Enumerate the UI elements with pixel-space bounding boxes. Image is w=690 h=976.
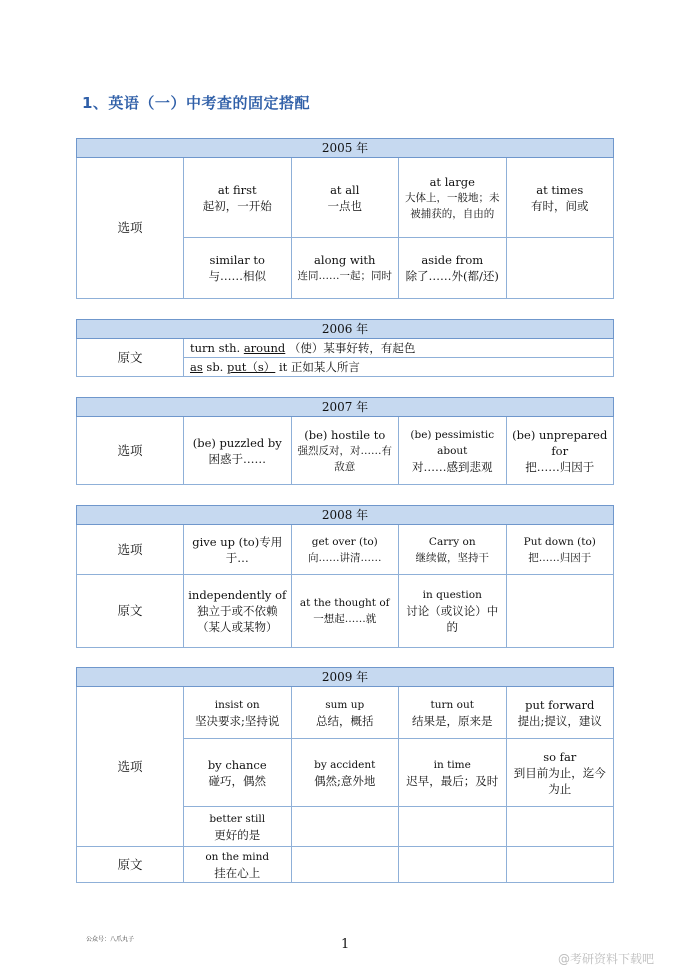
table-2009 xyxy=(76,667,614,883)
cell-2009-3-4 xyxy=(506,807,614,847)
row-label-options: 选项 xyxy=(77,687,184,847)
cell-2005-1-1: at first 起初，一开始 xyxy=(184,158,292,238)
cell-2006-line-1: turn sth. around （使）某事好转，有起色 xyxy=(184,339,614,358)
cell-2009-2-1: by chance 碰巧，偶然 xyxy=(184,739,292,807)
cell-2005-2-3: aside from 除了……外(都/还) xyxy=(399,238,507,299)
year-header-2006: 2006 年 xyxy=(77,320,614,339)
cell-2007-1-3: (be) pessimistic about 对……感到悲观 xyxy=(399,417,507,485)
cell-2007-1-4: (be) unprepared for 把……归因于 xyxy=(506,417,614,485)
row-label-original: 原文 xyxy=(77,847,184,883)
row-label-original: 原文 xyxy=(77,575,184,648)
cell-2005-2-2: along with 连同……一起；同时 xyxy=(291,238,399,299)
row-label-options: 选项 xyxy=(77,525,184,575)
cell-2008-2-2: at the thought of 一想起……就 xyxy=(291,575,399,648)
footer-account: 公众号：八爪丸子 xyxy=(86,936,135,943)
cell-2009-1-2: sum up 总结，概括 xyxy=(291,687,399,739)
cell-2009-4-1: on the mind 挂在心上 xyxy=(184,847,292,883)
cell-2006-line-2: as sb. put（s） it 正如某人所言 xyxy=(184,358,614,377)
cell-2008-2-3: in question 讨论（或议论）中的 xyxy=(399,575,507,648)
cell-2009-1-1: insist on 坚决要求;坚持说 xyxy=(184,687,292,739)
cell-2009-1-4: put forward 提出;提议，建议 xyxy=(506,687,614,739)
year-header-2009: 2009 年 xyxy=(77,668,614,687)
watermark: @考研资料下载吧 xyxy=(558,952,655,966)
page-number: 1 xyxy=(341,937,350,952)
table-2006 xyxy=(76,319,614,377)
table-2007 xyxy=(76,397,614,485)
cell-2009-3-1: better still 更好的是 xyxy=(184,807,292,847)
cell-2007-1-2: (be) hostile to 强烈反对，对……有敌意 xyxy=(291,417,399,485)
cell-2005-1-2: at all 一点也 xyxy=(291,158,399,238)
year-header-2008: 2008 年 xyxy=(77,506,614,525)
cell-2009-4-2 xyxy=(291,847,399,883)
cell-2008-1-3: Carry on 继续做，坚持干 xyxy=(399,525,507,575)
cell-2008-1-1: give up (to)专用于… xyxy=(184,525,292,575)
year-header-2007: 2007 年 xyxy=(77,398,614,417)
cell-2005-1-4: at times 有时，间或 xyxy=(506,158,614,238)
cell-2005-2-1: similar to 与……相似 xyxy=(184,238,292,299)
row-label-options: 选项 xyxy=(77,417,184,485)
cell-2009-1-3: turn out 结果是，原来是 xyxy=(399,687,507,739)
cell-2008-1-4: Put down (to) 把……归因于 xyxy=(506,525,614,575)
cell-2009-3-2 xyxy=(291,807,399,847)
cell-2009-2-4: so far 到目前为止，迄今为止 xyxy=(506,739,614,807)
cell-2009-3-3 xyxy=(399,807,507,847)
cell-2008-2-4 xyxy=(506,575,614,648)
row-label-original: 原文 xyxy=(77,339,184,377)
cell-2009-2-3: in time 迟早，最后；及时 xyxy=(399,739,507,807)
table-2008 xyxy=(76,505,614,648)
cell-2005-2-4 xyxy=(506,238,614,299)
cell-2008-1-2: get over (to) 向……讲清…… xyxy=(291,525,399,575)
cell-2009-4-3 xyxy=(399,847,507,883)
cell-2009-4-4 xyxy=(506,847,614,883)
table-2005 xyxy=(76,138,614,299)
cell-2008-2-1: independently of 独立于或不依赖（某人或某物） xyxy=(184,575,292,648)
row-label-options: 选项 xyxy=(77,158,184,299)
page-heading: 1、英语（一）中考查的固定搭配 xyxy=(82,94,310,112)
cell-2009-2-2: by accident 偶然;意外地 xyxy=(291,739,399,807)
year-header-2005: 2005 年 xyxy=(77,139,614,158)
cell-2007-1-1: (be) puzzled by 困惑于…… xyxy=(184,417,292,485)
cell-2005-1-3: at large 大体上，一般地；未被捕获的，自由的 xyxy=(399,158,507,238)
